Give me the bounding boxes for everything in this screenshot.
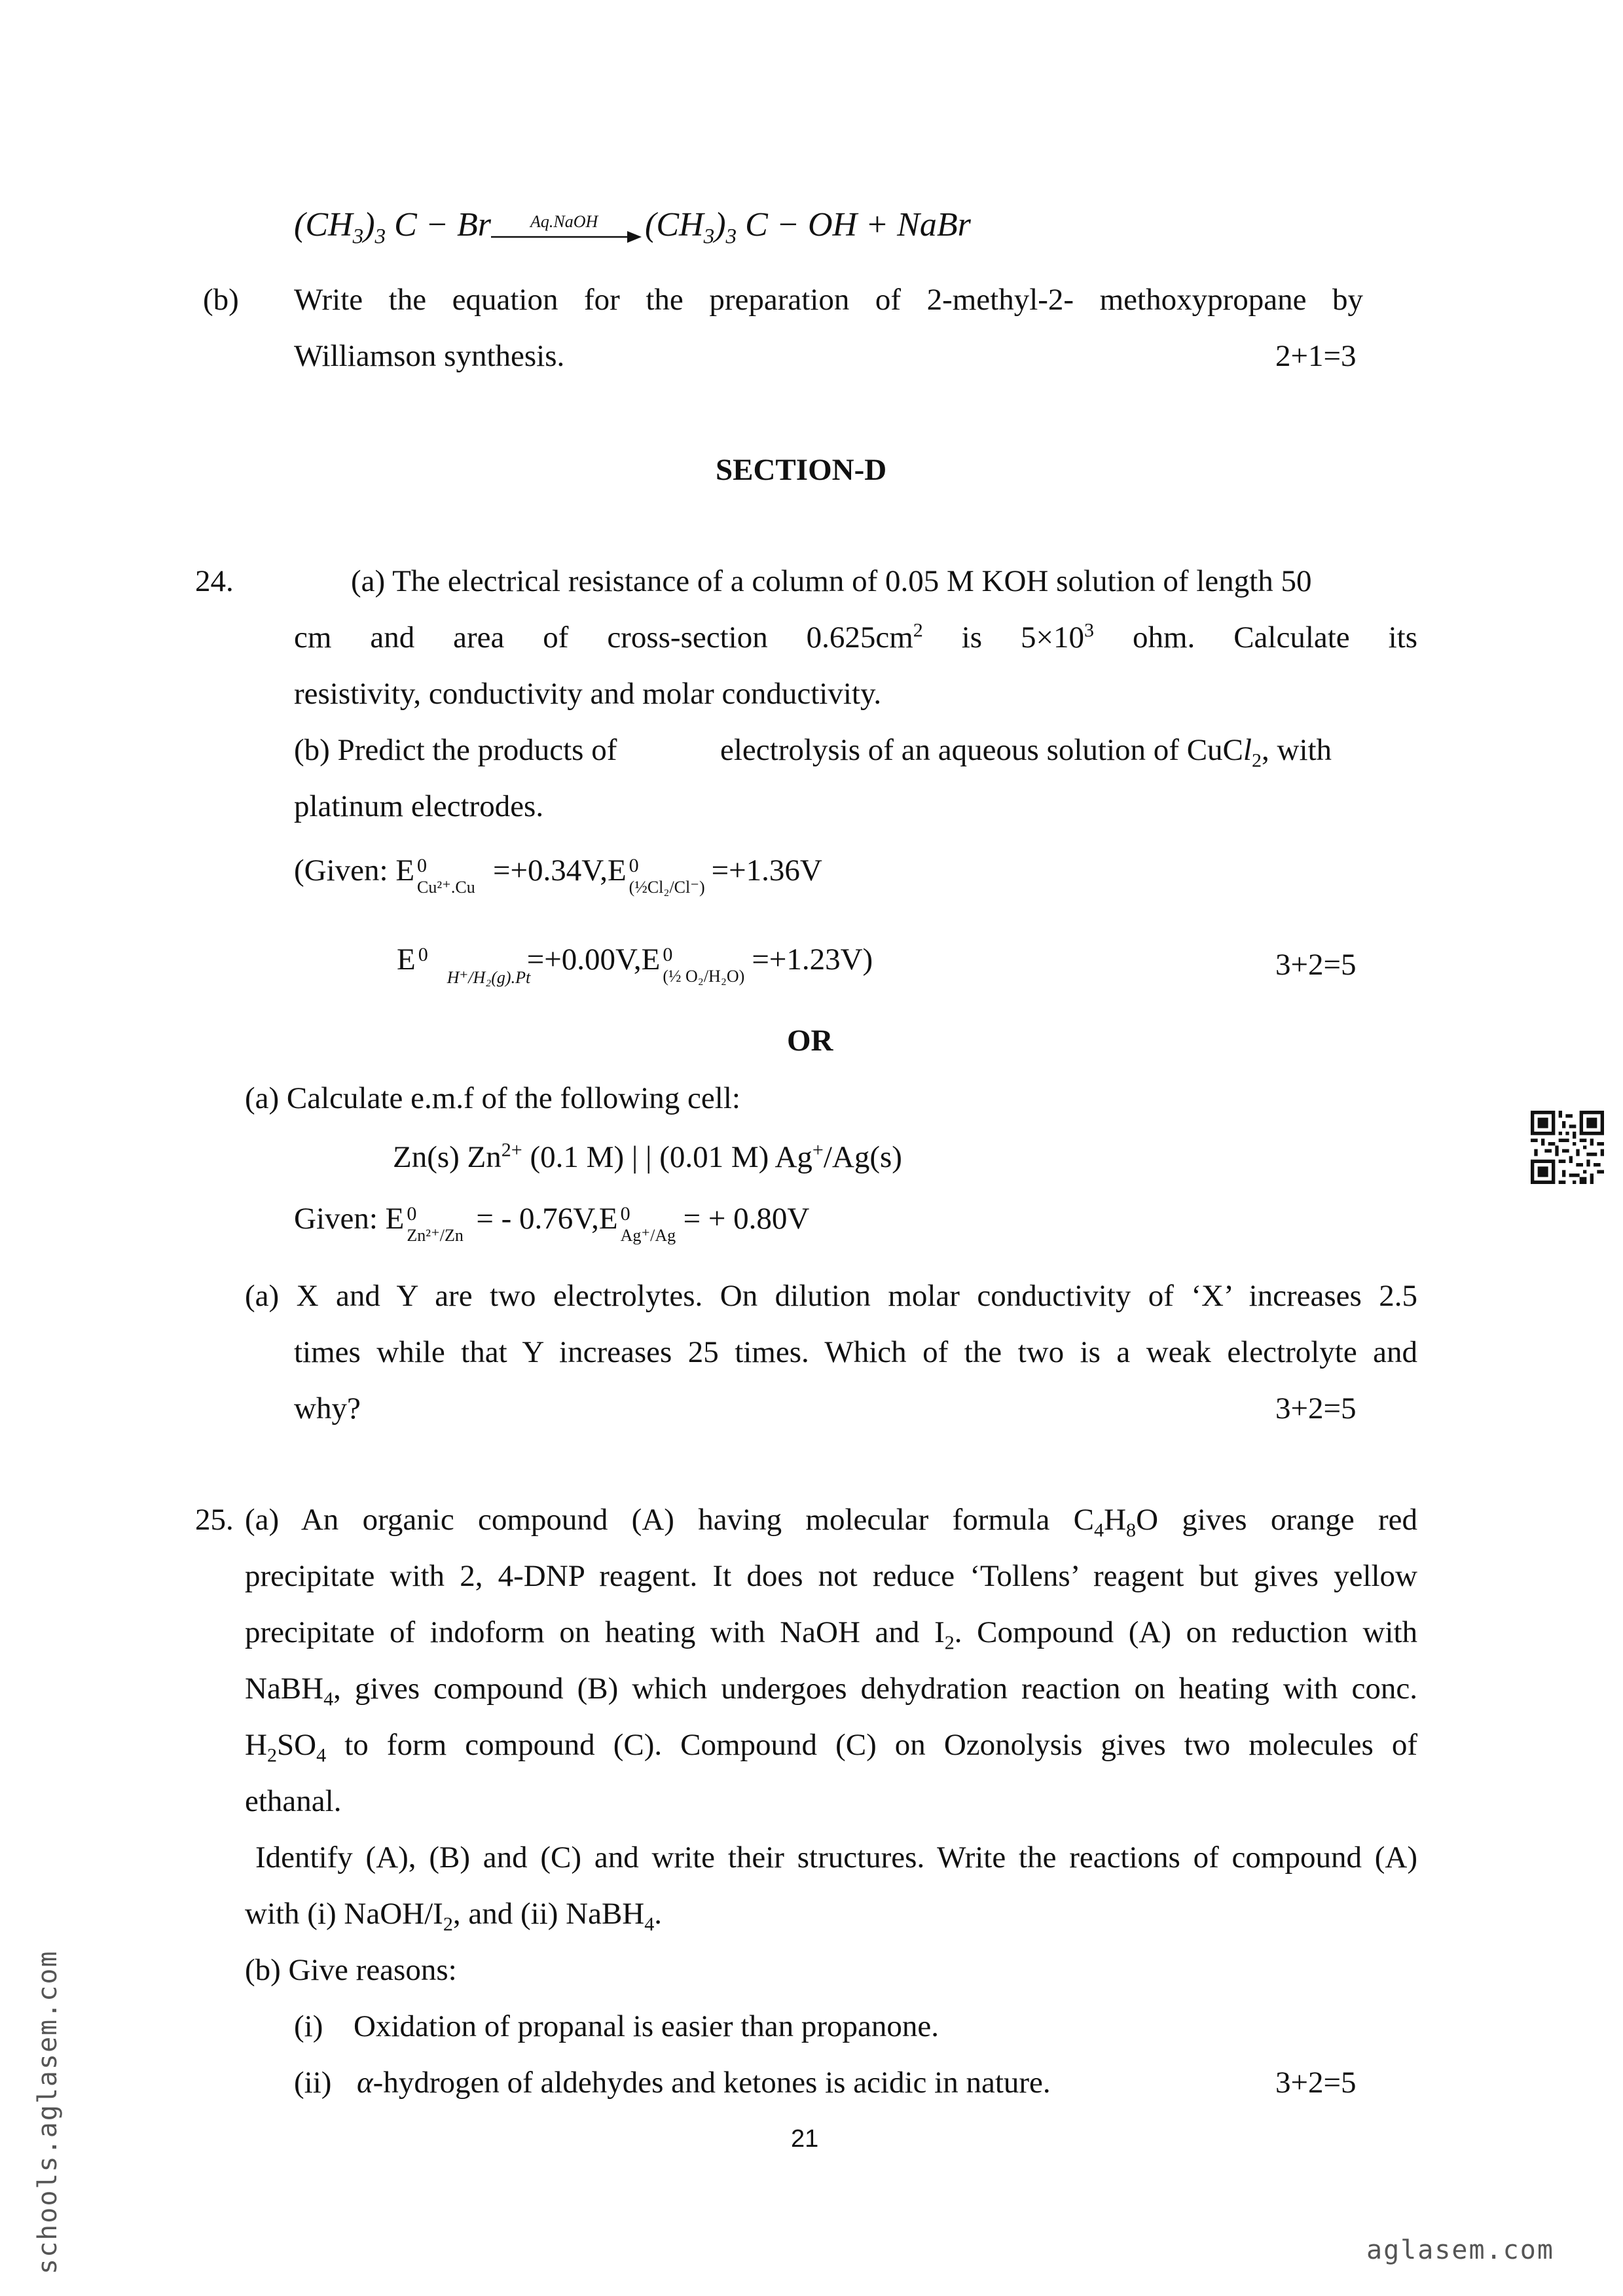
eq-lhs-sub2: 3 (374, 224, 386, 249)
eq-rhs-sub: 3 (703, 224, 715, 249)
q24alt-given (294, 1200, 810, 1245)
q25-l8-sub: 2 (443, 1912, 453, 1935)
alt-given-v2: = + 0.80V (683, 1202, 810, 1236)
given1-v2: =+1.36V (711, 853, 822, 888)
eq-lhs-close: ) (363, 206, 375, 243)
q25-l5-pre: H (245, 1728, 267, 1762)
given2-e2-sup: 0 (663, 943, 673, 965)
q24-a-line2-sup2: 3 (1084, 619, 1095, 641)
q24-a-line1: (a) The electrical resistance of a column of 0.05 M KOH solution of length 50 (351, 564, 1312, 598)
q24-a-line3: resistivity, conductivity and molar conductivity. (294, 677, 882, 711)
given2-e-sub: H⁺/H₂(g).Pt (447, 968, 531, 987)
q24-a-line2-mid: is 5×10 (922, 620, 1085, 655)
cell-mid: (0.1 M) | | (0.01 M) Ag (522, 1140, 812, 1174)
q23b-line1: Write the equation for the preparation of 2-methyl-2- methoxypropane by (294, 283, 1363, 317)
q24alt-cell (393, 1139, 902, 1175)
given2-e-sup: 0 (418, 943, 428, 965)
q25-l8-mid: , and (ii) NaBH (452, 1897, 645, 1931)
q25-l1-h: H (1104, 1503, 1127, 1537)
q23b-label: (b) (203, 283, 239, 317)
given1-e1-sup: 0 (417, 854, 428, 876)
q24-b-line1-post (720, 732, 1332, 772)
alt-given-e: E (385, 1202, 405, 1236)
eq-lhs: (CH (294, 206, 353, 243)
q24-a-line2-pre: cm and area of cross-section 0.625cm (294, 620, 913, 655)
q25-line2: precipitate with 2, 4-DNP reagent. It does not reduce ‘Tollens’ reagent but gives yellow (245, 1559, 1417, 1593)
given1-e1-sub: Cu²⁺.Cu (417, 878, 475, 897)
q23b-marks: 2+1=3 (1275, 339, 1357, 373)
q25-l8-sub2: 4 (644, 1912, 655, 1935)
q25-line7: Identify (A), (B) and (C) and write their structures. Write the reactions of compound (A) (255, 1840, 1417, 1874)
eq-rhs-sub2: 3 (725, 224, 737, 249)
q25-l5-s2: 4 (316, 1744, 327, 1767)
q24-b-line2: platinum electrodes. (294, 789, 544, 823)
page-number: 21 (791, 2125, 819, 2153)
watermark-bottom: aglasem.com (1366, 2235, 1554, 2265)
q25-l4-post: , gives compound (B) which undergoes dehydration reaction on heating with conc. (333, 1672, 1417, 1706)
q24-b-l: l (1243, 733, 1252, 767)
q24alt-b-line1: (a) X and Y are two electrolytes. On dilution molar conductivity of ‘X’ increases 2.5 (245, 1279, 1417, 1313)
cell-sup: 2+ (501, 1138, 522, 1161)
q25-l3-post: . Compound (A) on reduction with (954, 1615, 1417, 1649)
eq-rhs: (CH (645, 206, 704, 243)
eq-rhs-rest: C − OH + NaBr (745, 206, 971, 243)
q24-b-text: electrolysis of an aqueous solution of CuC (720, 733, 1243, 767)
q25-line6: ethanal. (245, 1784, 342, 1818)
q25-b-label: (b) Give reasons: (245, 1953, 457, 1987)
q25-l1-s2: 8 (1126, 1518, 1137, 1541)
q25-l8-end: . (654, 1897, 663, 1931)
q25-l5-post: to form compound (C). Compound (C) on Ozonolysis gives two molecules of (326, 1728, 1417, 1762)
q25-ii-label: (ii) (294, 2066, 332, 2100)
q24-given1 (294, 852, 822, 897)
q25-line1 (245, 1501, 1417, 1541)
alpha-symbol: α (357, 2066, 373, 2100)
q24-marks: 3+2=5 (1275, 948, 1357, 982)
q25-i-label: (i) (294, 2009, 323, 2043)
arrow-label: Aq.NaOH (530, 212, 598, 231)
q24alt-b-line3: why? (294, 1391, 361, 1426)
q25-l1-post: O gives orange red (1136, 1503, 1417, 1537)
q24alt-a-line1: (a) Calculate e.m.f of the following cell: (245, 1081, 740, 1115)
q25-line5 (245, 1727, 1417, 1767)
given2-v1: =+0.00V,E (526, 942, 661, 977)
given2-e: E (397, 942, 416, 977)
q24-number: 24. (195, 564, 234, 598)
q25-ii-body: -hydrogen of aldehydes and ketones is acidic in nature. (373, 2066, 1051, 2100)
q25-line4 (245, 1670, 1417, 1710)
q25-l1-pre: (a) An organic compound (A) having molecular formula C (245, 1503, 1095, 1537)
q25-l5-s1: 2 (266, 1744, 277, 1767)
q25-l4-sub: 4 (323, 1687, 334, 1710)
given1-v1: =+0.34V,E (493, 853, 627, 888)
or-label: OR (787, 1024, 833, 1058)
eq-rhs-close: ) (714, 206, 726, 243)
q25-line3 (245, 1614, 1417, 1654)
q24-b-end: , with (1262, 733, 1332, 767)
q25-l5-mid: SO (277, 1728, 317, 1762)
given1-label: (Given: (294, 853, 388, 888)
q25-l3-pre: precipitate of indoform on heating with NaOH and I (245, 1615, 945, 1649)
q25-number: 25. (195, 1503, 234, 1537)
given1-e2-sup: 0 (629, 854, 639, 876)
q25-line8 (245, 1895, 663, 1935)
given2-v2: =+1.23V) (752, 942, 873, 977)
alt-given-e2-sup: 0 (620, 1202, 630, 1225)
q25-l1-s1: 4 (1094, 1518, 1104, 1541)
q24-b-sub: 2 (1251, 749, 1262, 772)
alt-given-e-sup: 0 (407, 1202, 417, 1225)
qr-code-icon[interactable] (1531, 1111, 1604, 1184)
q25-l8-pre: with (i) NaOH/I (245, 1897, 443, 1931)
q25-l3-sub: 2 (944, 1631, 955, 1654)
q24alt-marks: 3+2=5 (1275, 1391, 1357, 1426)
alt-given-e2-sub: Ag⁺/Ag (620, 1226, 676, 1245)
given1-e2-sub: (½Cl₂/Cl⁻) (629, 878, 705, 897)
q25-ii-text (357, 2064, 1051, 2101)
alt-given-label: Given: (294, 1202, 378, 1236)
eq-lhs-rest: C − Br (394, 206, 491, 243)
alt-given-e-sub: Zn²⁺/Zn (407, 1226, 464, 1245)
section-title: SECTION-D (716, 453, 887, 487)
q25-marks: 3+2=5 (1275, 2066, 1357, 2100)
q25-i-text: Oxidation of propanal is easier than propanone. (354, 2009, 939, 2043)
q23b-line2: Williamson synthesis. (294, 339, 565, 373)
top-equation (294, 206, 491, 249)
given1-e1: E (395, 853, 415, 888)
q24alt-b-line2: times while that Y increases 25 times. Which of the two is a weak electrolyte and (294, 1335, 1417, 1369)
cell-sup2: + (812, 1138, 824, 1161)
cell-pre: Zn(s) Zn (393, 1140, 501, 1174)
q24-given2 (397, 941, 873, 987)
q24-a-line2 (294, 619, 1417, 656)
q24-a-line2-sup: 2 (913, 619, 923, 641)
given2-e2-sub: (½ O₂/H₂O) (663, 967, 745, 986)
eq-lhs-sub: 3 (352, 224, 364, 249)
top-equation-rhs (645, 206, 971, 249)
reaction-arrow (491, 212, 642, 247)
q24-b-line1-pre: (b) Predict the products of (294, 733, 617, 767)
alt-given-v1: = - 0.76V,E (476, 1202, 618, 1236)
q24-a-line2-post: ohm. Calculate its (1094, 620, 1417, 655)
cell-post: /Ag(s) (823, 1140, 902, 1174)
q25-l4-pre: NaBH (245, 1672, 324, 1706)
watermark-left: schools.aglasem.com (33, 1950, 63, 2274)
